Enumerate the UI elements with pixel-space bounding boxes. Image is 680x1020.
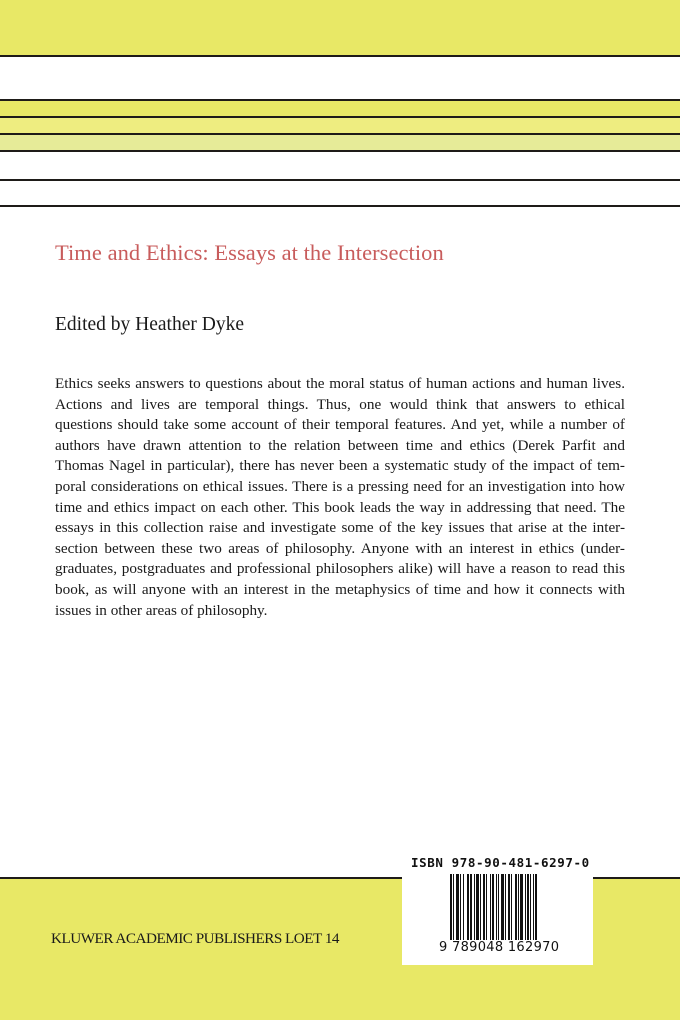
- stripe-yellow-1: [0, 101, 680, 116]
- blurb-line: Ethics seeks answers to questions about the moral status of human actions and human lives.: [55, 375, 625, 392]
- stripe-yellow-2: [0, 118, 680, 133]
- top-yellow-band: [0, 0, 680, 56]
- blurb-line: authors have drawn attention to the relation between time and ethics (Derek Parfit and: [55, 436, 625, 454]
- isbn-barcode-box: [402, 852, 593, 965]
- rule-line: [0, 55, 680, 57]
- blurb-line: essays in this collection raise and investigate some of the key issues that arise at the inter-: [55, 519, 625, 537]
- blurb-line: questions should take some account of their temporal features. And yet, while a number of: [55, 416, 625, 434]
- blurb-line: Actions and lives are temporal things. Thus, one would think that answers to ethical: [55, 395, 625, 413]
- blurb-line: issues in other areas of philosophy.: [55, 601, 268, 619]
- publisher-name: KLUWER ACADEMIC PUBLISHERS: [51, 930, 282, 947]
- rule-line: [0, 179, 680, 181]
- blurb-line: Thomas Nagel in particular), there has never been a systematic study of the impact of tem-: [55, 457, 625, 475]
- series-label: LOET 14: [285, 930, 340, 947]
- blurb-line: book, as will anyone with an interest in the metaphysics of time and how it connects with: [55, 580, 625, 598]
- barcode-digits: 9 789048 162970: [439, 940, 560, 955]
- rule-line: [0, 205, 680, 207]
- book-editor: Edited by Heather Dyke: [55, 314, 244, 335]
- blurb-line: section between these two areas of philosophy. Anyone with an interest in ethics (under-: [55, 539, 625, 557]
- blurb-line: time and ethics impact on each other. This book leads the way in addressing that need. The: [55, 498, 625, 516]
- book-blurb: [55, 374, 625, 621]
- rule-line: [0, 150, 680, 152]
- stripe-yellow-3: [0, 135, 680, 150]
- blurb-line: poral considerations on ethical issues. There is a pressing need for an investigation into how: [55, 477, 625, 495]
- book-title: Time and Ethics: Essays at the Intersection: [55, 240, 444, 265]
- isbn-label: ISBN 978-90-481-6297-0: [411, 855, 590, 870]
- blurb-line: graduates, postgraduates and professional philosophers alike) will have a reason to read this: [55, 560, 625, 578]
